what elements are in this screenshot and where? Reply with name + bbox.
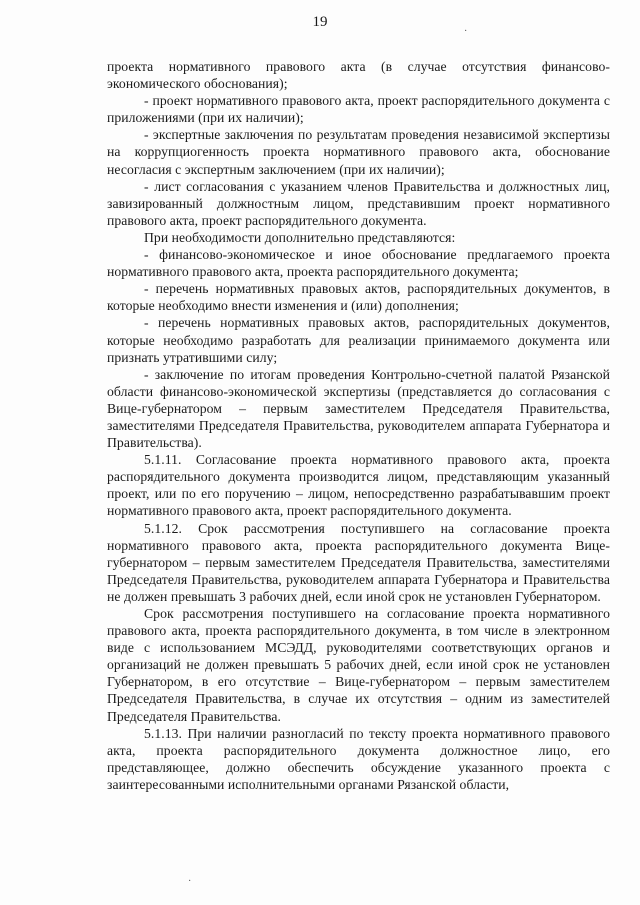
paragraph: - перечень нормативных правовых актов, распорядительных документов, в которые необходимо внести изменения и (или) дополнения; xyxy=(107,281,610,314)
paragraph: проекта нормативного правового акта (в случае отсутствия финансово-экономического обоснования); xyxy=(107,59,610,92)
paragraph: 5.1.13. При наличии разногласий по тексту проекта нормативного правового акта, проекта распорядительного документа должностное лицо, его представляющее, должно обеспечить обсуждение указанного проекта с заинтересованными исполнительными органами Рязанской области, xyxy=(107,725,610,792)
paragraph: - заключение по итогам проведения Контрольно-счетной палатой Рязанской области финансово-экономической экспертизы (представляется до согласования с Вице-губернатором – первым заместителем Председателя Правительства, заместителями Председателя Правительства, руководителем аппарата Губернатора и Правительства). xyxy=(107,366,610,451)
paragraph: - финансово-экономическое и иное обоснование предлагаемого проекта нормативного правового акта, проекта распорядительного документа; xyxy=(107,247,610,280)
scan-artifact-mark: · xyxy=(464,26,468,37)
paragraph: При необходимости дополнительно представляются: xyxy=(144,229,456,245)
document-body xyxy=(107,58,610,793)
paragraph: - проект нормативного правового акта, проект распорядительного документа с приложениями (при их наличии); xyxy=(107,93,610,126)
paragraph: 5.1.11. Согласование проекта нормативного правового акта, проекта распорядительного документа производится лицом, представляющим указанный проект, или по его поручению – лицом, непосредственно разрабатывавшим проект нормативного правового акта, проект распорядительного документа. xyxy=(107,452,610,519)
paragraph: - экспертные заключения по результатам проведения независимой экспертизы на коррупциогенность проекта нормативного правового акта, обоснование несогласия с экспертным заключением (при их наличии); xyxy=(107,127,610,177)
paragraph: Срок рассмотрения поступившего на согласование проекта нормативного правового акта, проекта распорядительного документа, в том числе в электронном виде с использованием МСЭДД, руководителями соответствующих органов и организаций не должен превышать 5 рабочих дней, если иной срок не установлен Губернатором, в его отсутствие – Вице-губернатором – первым заместителем Председателя Правительства, в случае их отсутствия – одним из заместителей Председателя Правительства. xyxy=(107,606,610,724)
page-number: 19 xyxy=(312,14,328,30)
paragraph: - перечень нормативных правовых актов, распорядительных документов, которые необходимо разработать для реализации принимаемого документа или признать утратившими силу; xyxy=(107,315,610,365)
paragraph: 5.1.12. Срок рассмотрения поступившего на согласование проекта нормативного правового акта, проекта распорядительного документа Вице-губернатором – первым заместителем Председателя Правительства, заместителями Председателя Правительства, руководителем аппарата Губернатора и Правительства не должен превышать 3 рабочих дней, если иной срок не установлен Губернатором. xyxy=(107,520,610,604)
scan-artifact-mark: · xyxy=(188,876,192,887)
paragraph: - лист согласования с указанием членов Правительства и должностных лиц, завизированный должностным лицом, представившим проект нормативного правового акта, проект распорядительного документа. xyxy=(107,178,610,228)
